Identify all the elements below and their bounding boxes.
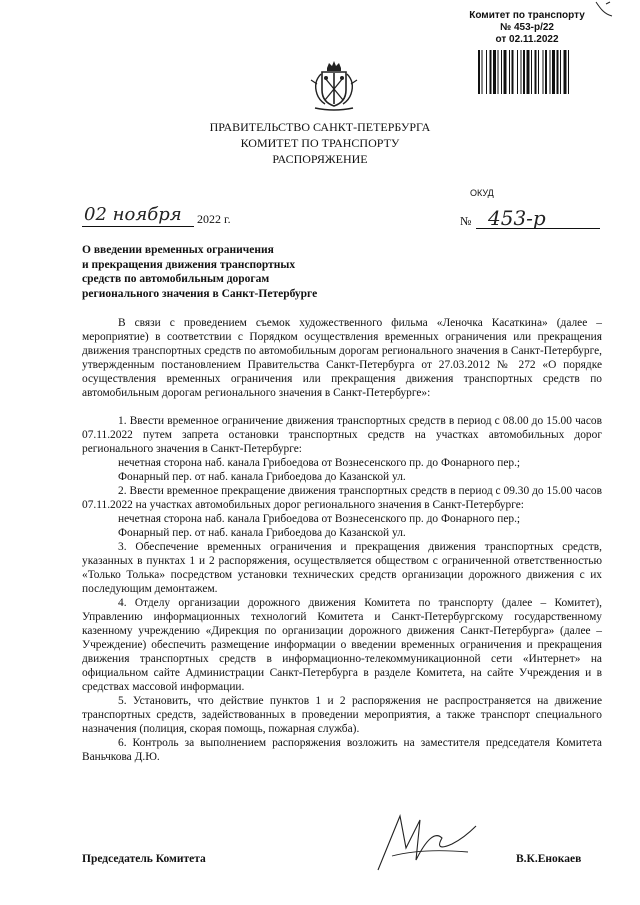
barcode-bar — [521, 50, 522, 94]
barcode-bar — [478, 50, 480, 94]
item-2-street-b: Фонарный пер. от наб. канала Грибоедова до Казанской ул. — [118, 527, 406, 539]
item-6: 6. Контроль за выполнением распоряжения возложить на заместителя председателя Комитета Ваньчкова Д.Ю. — [82, 737, 602, 763]
barcode-bar — [523, 50, 525, 94]
handwritten-corner-mark — [592, 0, 616, 20]
okud-label: ОКУД — [470, 188, 494, 198]
number-sign: № — [460, 214, 472, 228]
barcode-bar — [527, 50, 530, 94]
stamp-committee: Комитет по транспорту — [469, 10, 585, 21]
handwritten-signature — [372, 808, 482, 878]
title-line: О введении временных ограничения — [82, 244, 274, 256]
document-type: РАСПОРЯЖЕНИЕ — [272, 152, 368, 166]
barcode-bar — [509, 50, 510, 94]
barcode-bar — [564, 50, 567, 94]
barcode-bar — [557, 50, 559, 94]
item-1-street-a: нечетная сторона наб. канала Грибоедова от Вознесенского пр. до Фонарного пер.; — [118, 457, 521, 469]
number-underline — [476, 228, 600, 229]
date-underline — [82, 226, 194, 227]
barcode-bar — [538, 50, 539, 94]
barcode-bar — [535, 50, 537, 94]
item-5: 5. Установить, что действие пунктов 1 и 2 распоряжения не распространяется на движение транспортных средств, задействованных в проведении мероприятия, а также транспорт специального назначения (полиция, скорая помощь, пожарная служба). — [82, 695, 602, 735]
document-title — [82, 243, 362, 301]
barcode-bar — [560, 50, 561, 94]
intro-paragraph: В связи с проведением съемок художественного фильма «Леночка Касаткина» (далее – мероприятие) в соответствии с Порядком осуществления временных ограничения или прекращения движения транспортных средств по автомобильным дорогам регионального значения в Санкт-Петербурге, утвержденным постановлением Правительства Санкт-Петербурга от 27.03.2012 № 272 «О порядке осуществления временных ограничения или прекращения движения транспортных средств по автомобильным дорогам регионального значения в Санкт-Петербурге»: — [82, 317, 602, 399]
barcode-bar — [493, 50, 496, 94]
barcode-bar — [501, 50, 502, 94]
title-line: средств по автомобильным дорогам — [82, 273, 270, 285]
handwritten-number: 453-р — [488, 206, 546, 230]
title-line: регионального значения в Санкт-Петербурге — [82, 287, 318, 300]
item-3: 3. Обеспечение временных ограничения и прекращения движения транспортных средств, указанных в пунктах 1 и 2 распоряжения, осуществляется обществом с ограниченной ответственностью «Только Толька» посредством установки технических средств организации дорожного движения с их последующим демонтажем. — [82, 541, 602, 595]
stamp-number: № 453-р/22 — [500, 22, 554, 33]
date-year: 2022 г. — [197, 212, 231, 226]
document-date — [82, 204, 282, 230]
handwritten-date: 02 ноября — [84, 204, 182, 225]
government-name: ПРАВИТЕЛЬСТВО САНКТ-ПЕТЕРБУРГА — [209, 120, 431, 134]
barcode-bar — [486, 50, 487, 94]
item-2-street-a: нечетная сторона наб. канала Грибоедова от Вознесенского пр. до Фонарного пер.; — [118, 513, 521, 525]
signatory-name: В.К.Енокаев — [516, 853, 582, 865]
barcode-bar — [498, 50, 499, 94]
item-2: 2. Ввести временное прекращение движения транспортных средств в период с 09.30 до 15.00 часов 07.11.2022 на участках автомобильных дорог регионального значения в Санкт-Петербурге: — [82, 485, 602, 511]
barcode — [478, 50, 602, 94]
item-4: 4. Отделу организации дорожного движения Комитета по транспорту (далее – Комитет), Управлению информационных технологий Комитета и Санкт-Петербургскому государственному казенному учреждению «Дирекция по организации дорожного движения Санкт-Петербурга» (далее – Учреждение) обеспечить размещение информации о введении временных ограничения и прекращения движения транспортных средств в информационно-телекоммуникационной сети «Интернет» на официальном сайте Администрации Санкт-Петербурга в разделе Комитета, на сайте Учреждения и в средствах массовой информации. — [82, 597, 602, 693]
document-body — [82, 316, 602, 764]
signatory-position: Председатель Комитета — [82, 853, 206, 865]
item-1: 1. Ввести временное ограничение движения транспортных средств в период с 08.00 до 15.00 часов 07.11.2022 путем запрета остановки транспортных средств на участках автомобильных дорог регионального значения в Санкт-Петербурге: — [82, 415, 602, 455]
barcode-bar — [504, 50, 507, 94]
barcode-bar — [552, 50, 555, 94]
barcode-bar — [512, 50, 514, 94]
barcode-bar — [568, 50, 569, 94]
committee-name: КОМИТЕТ ПО ТРАНСПОРТУ — [240, 136, 400, 150]
title-line: и прекращения движения транспортных — [82, 258, 296, 271]
barcode-bar — [517, 50, 518, 94]
barcode-bar — [531, 50, 532, 94]
coat-of-arms-emblem — [307, 60, 361, 114]
barcode-bar — [490, 50, 492, 94]
paragraph-gap — [82, 400, 602, 414]
stamp-date: от 02.11.2022 — [495, 34, 559, 45]
barcode-bar — [545, 50, 547, 94]
barcode-bar — [543, 50, 544, 94]
barcode-bar — [482, 50, 483, 94]
barcode-bar — [550, 50, 551, 94]
item-1-street-b: Фонарный пер. от наб. канала Грибоедова до Казанской ул. — [118, 471, 406, 483]
document-number — [460, 206, 600, 232]
registration-stamp — [452, 10, 602, 46]
